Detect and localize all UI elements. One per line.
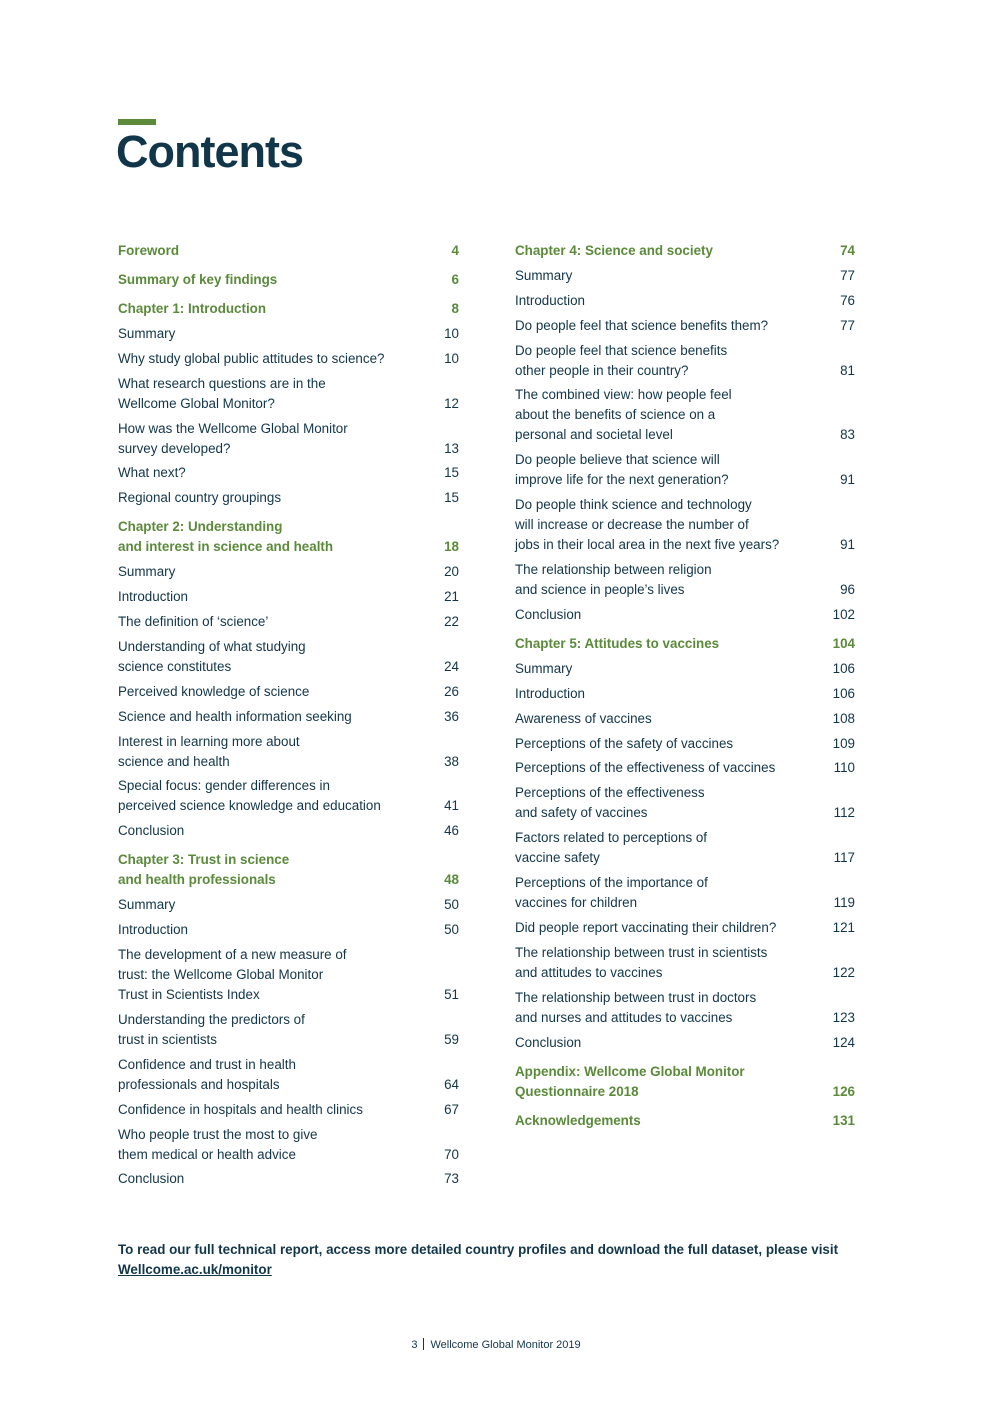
toc-entry-title: Awareness of vaccines: [515, 710, 652, 726]
toc-entry-page: 109: [832, 735, 855, 751]
monitor-link[interactable]: Wellcome.ac.uk/monitor: [118, 1262, 272, 1277]
toc-entry-title: Did people report vaccinating their children?: [515, 920, 777, 936]
page-footer: [0, 1337, 992, 1353]
toc-entry-page: 38: [444, 753, 459, 769]
toc-entry-page: 36: [444, 708, 459, 724]
toc-entry-title: What research questions are in the Wellcome Global Monitor?: [118, 375, 326, 411]
toc-entry-page: 10: [444, 325, 459, 341]
toc-entry-page: 64: [444, 1076, 459, 1092]
toc-entry[interactable]: [118, 637, 459, 677]
toc-entry-title: Do people believe that science will improve life for the next generation?: [515, 452, 729, 488]
toc-entry-page: 8: [451, 301, 459, 316]
toc-chapter-entry[interactable]: [515, 634, 855, 654]
toc-entry-title: How was the Wellcome Global Monitor survey developed?: [118, 420, 348, 456]
toc-entry-title: Conclusion: [515, 1034, 582, 1050]
toc-entry[interactable]: [515, 758, 855, 778]
toc-entry-page: 102: [832, 607, 855, 623]
toc-entry-title: Chapter 1: Introduction: [118, 301, 267, 316]
toc-entry[interactable]: [515, 341, 855, 381]
toc-entry[interactable]: [118, 463, 459, 483]
toc-entry-page: 108: [832, 710, 855, 726]
toc-entry-page: 91: [840, 537, 855, 553]
toc-entry[interactable]: [515, 560, 855, 600]
toc-entry-title: Perceptions of the effectiveness and safety of vaccines: [515, 785, 705, 821]
toc-entry-page: 104: [832, 636, 855, 652]
toc-entry-page: 112: [833, 805, 855, 821]
toc-entry[interactable]: [515, 684, 855, 704]
technical-report-note: [118, 1240, 858, 1280]
toc-entry-title: Summary: [515, 267, 573, 283]
toc-entry-page: 122: [832, 964, 855, 980]
toc-entry-page: 4: [451, 243, 459, 258]
toc-entry-title: The relationship between religion and science in people’s lives: [515, 562, 712, 598]
toc-entry[interactable]: [118, 562, 459, 582]
toc-entry[interactable]: [515, 605, 855, 625]
toc-entry-title: Chapter 4: Science and society: [515, 243, 713, 258]
toc-entry[interactable]: [118, 1100, 459, 1120]
toc-entry[interactable]: [118, 1169, 459, 1189]
toc-entry[interactable]: [515, 873, 855, 913]
footer-separator: [423, 1338, 424, 1350]
toc-entry[interactable]: [118, 488, 459, 508]
toc-entry-title: What next?: [118, 465, 186, 481]
toc-entry-page: 124: [832, 1034, 855, 1050]
toc-chapter-entry[interactable]: [118, 850, 459, 890]
toc-entry-page: 126: [832, 1083, 855, 1099]
toc-entry-page: 117: [833, 850, 855, 866]
toc-entry-page: 67: [444, 1101, 459, 1117]
toc-entry-page: 70: [444, 1146, 459, 1162]
toc-entry-page: 50: [444, 922, 459, 938]
toc-entry[interactable]: [118, 349, 459, 369]
toc-entry-title: The relationship between trust in scientists and attitudes to vaccines: [515, 944, 768, 980]
toc-entry[interactable]: [515, 291, 855, 311]
toc-entry[interactable]: [515, 266, 855, 286]
toc-entry-title: Summary: [118, 897, 176, 913]
toc-entry-page: 26: [444, 683, 459, 699]
toc-entry-page: 59: [444, 1031, 459, 1047]
toc-entry-page: 18: [444, 539, 459, 555]
toc-right-column: [515, 241, 855, 1136]
toc-entry-title: Chapter 5: Attitudes to vaccines: [515, 636, 720, 652]
toc-chapter-entry[interactable]: [118, 241, 459, 261]
toc-chapter-entry[interactable]: [118, 517, 459, 557]
toc-entry-title: Summary: [118, 564, 176, 580]
toc-entry-title: Summary: [118, 325, 176, 341]
toc-entry-page: 77: [840, 267, 855, 283]
toc-entry-title: Introduction: [118, 589, 188, 605]
toc-chapter-entry[interactable]: [515, 241, 855, 261]
toc-entry-page: 41: [444, 798, 459, 814]
toc-chapter-entry[interactable]: [515, 1111, 855, 1131]
toc-entry-title: Conclusion: [118, 823, 185, 839]
toc-entry-page: 91: [840, 472, 855, 488]
toc-entry-title: Conclusion: [118, 1171, 185, 1187]
toc-entry-page: 51: [444, 987, 459, 1003]
toc-entry[interactable]: [118, 612, 459, 632]
toc-entry-title: Understanding of what studying science constitutes: [118, 638, 306, 674]
toc-entry-title: Perceptions of the effectiveness of vaccines: [515, 760, 776, 776]
toc-entry[interactable]: [118, 682, 459, 702]
toc-entry-title: Perceptions of the importance of vaccines for children: [515, 875, 708, 911]
toc-chapter-entry[interactable]: [515, 1062, 855, 1102]
toc-entry[interactable]: [515, 659, 855, 679]
toc-entry-title: Introduction: [515, 685, 585, 701]
toc-entry-title: Do people feel that science benefits them?: [515, 317, 769, 333]
page-number: 3: [411, 1339, 418, 1351]
toc-entry[interactable]: [118, 707, 459, 727]
toc-entry-page: 76: [840, 292, 855, 308]
toc-entry-title: The combined view: how people feel about the benefits of science on a personal and societal level: [515, 387, 732, 443]
toc-entry-title: Foreword: [118, 243, 180, 258]
toc-entry-page: 110: [833, 760, 855, 776]
toc-entry-title: Factors related to perceptions of vaccine safety: [515, 830, 708, 866]
toc-entry-page: 83: [840, 427, 855, 443]
toc-entry[interactable]: [118, 419, 459, 459]
toc-entry-page: 77: [840, 317, 855, 333]
toc-entry-page: 96: [840, 582, 855, 598]
toc-entry-title: The development of a new measure of trust: the Wellcome Global Monitor Trust in Scientists Index: [118, 947, 347, 1003]
toc-entry-title: Special focus: gender differences in perceived science knowledge and education: [118, 778, 381, 814]
toc-entry[interactable]: [118, 374, 459, 414]
toc-entry-title: Chapter 3: Trust in science and health professionals: [118, 852, 290, 888]
toc-entry[interactable]: [515, 918, 855, 938]
toc-left-column: [118, 241, 459, 1194]
toc-entry-title: Perceived knowledge of science: [118, 683, 310, 699]
toc-entry[interactable]: [118, 776, 459, 816]
toc-entry-title: Conclusion: [515, 607, 582, 623]
toc-entry-page: 121: [832, 920, 855, 936]
toc-entry-title: Chapter 2: Understanding and interest in science and health: [118, 519, 334, 555]
toc-entry-page: 13: [444, 440, 459, 456]
toc-entry[interactable]: [515, 828, 855, 868]
toc-entry-title: Summary of key findings: [118, 272, 278, 287]
toc-entry[interactable]: [118, 945, 459, 1005]
toc-entry-title: The definition of ‘science’: [118, 614, 269, 630]
toc-entry-title: Why study global public attitudes to science?: [118, 350, 385, 366]
toc-entry[interactable]: [118, 324, 459, 344]
toc-entry-title: Introduction: [118, 922, 188, 938]
toc-entry-page: 50: [444, 897, 459, 913]
toc-entry-title: Do people feel that science benefits other people in their country?: [515, 342, 728, 378]
toc-entry-title: Science and health information seeking: [118, 708, 352, 724]
toc-entry[interactable]: [515, 1033, 855, 1053]
toc-entry[interactable]: [515, 943, 855, 983]
toc-chapter-entry[interactable]: [118, 270, 459, 290]
toc-entry-page: 20: [444, 564, 459, 580]
toc-entry-page: 81: [840, 362, 855, 378]
toc-entry[interactable]: [515, 709, 855, 729]
toc-entry-page: 10: [444, 350, 459, 366]
toc-entry[interactable]: [515, 316, 855, 336]
toc-entry-page: 15: [444, 490, 459, 506]
toc-entry-title: Regional country groupings: [118, 490, 282, 506]
toc-entry-title: Do people think science and technology will increase or decrease the number of jobs in their local area in the next five years?: [515, 497, 780, 553]
toc-entry[interactable]: [118, 1010, 459, 1050]
toc-entry-page: 48: [444, 872, 459, 888]
toc-entry[interactable]: [515, 385, 855, 445]
toc-entry-page: 119: [833, 895, 855, 911]
toc-entry-title: Introduction: [515, 292, 585, 308]
toc-entry-page: 21: [444, 589, 459, 605]
toc-entry[interactable]: [118, 821, 459, 841]
toc-entry-page: 74: [840, 243, 855, 258]
toc-entry-page: 22: [444, 614, 459, 630]
toc-entry[interactable]: [118, 587, 459, 607]
publication-name: Wellcome Global Monitor 2019: [430, 1339, 581, 1351]
toc-entry[interactable]: [515, 783, 855, 823]
toc-entry-page: 24: [444, 658, 459, 674]
toc-entry[interactable]: [515, 450, 855, 490]
toc-entry[interactable]: [515, 988, 855, 1028]
toc-entry-page: 73: [444, 1171, 459, 1187]
toc-entry-page: 106: [832, 685, 855, 701]
toc-entry-title: Perceptions of the safety of vaccines: [515, 735, 734, 751]
toc-entry[interactable]: [118, 1125, 459, 1165]
toc-entry-page: 131: [832, 1112, 855, 1128]
toc-entry-page: 106: [832, 660, 855, 676]
toc-entry-page: 123: [832, 1009, 855, 1025]
toc-entry-title: Summary: [515, 660, 573, 676]
toc-entry-page: 6: [451, 272, 459, 287]
toc-entry-title: Confidence in hospitals and health clinics: [118, 1101, 363, 1117]
toc-entry-title: Understanding the predictors of trust in scientists: [118, 1011, 305, 1047]
toc-entry-title: Who people trust the most to give them medical or health advice: [118, 1126, 318, 1162]
toc-entry[interactable]: [515, 734, 855, 754]
page-title: Contents: [116, 126, 303, 177]
toc-chapter-entry[interactable]: [118, 299, 459, 319]
toc-entry[interactable]: [118, 895, 459, 915]
toc-entry-title: Acknowledgements: [515, 1112, 641, 1128]
toc-entry-title: The relationship between trust in doctors and nurses and attitudes to vaccines: [515, 989, 757, 1025]
toc-entry-title: Appendix: Wellcome Global Monitor Questionnaire 2018: [515, 1063, 745, 1099]
toc-entry[interactable]: [118, 920, 459, 940]
toc-entry-title: Interest in learning more about science and health: [118, 733, 300, 769]
note-text: To read our full technical report, access more detailed country profiles and download the full dataset, please visit: [118, 1242, 839, 1257]
toc-entry-title: Confidence and trust in health professionals and hospitals: [118, 1056, 296, 1092]
toc-entry-page: 15: [444, 465, 459, 481]
toc-entry[interactable]: [118, 1055, 459, 1095]
toc-entry-page: 46: [444, 823, 459, 839]
toc-entry[interactable]: [515, 495, 855, 555]
toc-entry-page: 12: [444, 395, 459, 411]
toc-entry[interactable]: [118, 732, 459, 772]
